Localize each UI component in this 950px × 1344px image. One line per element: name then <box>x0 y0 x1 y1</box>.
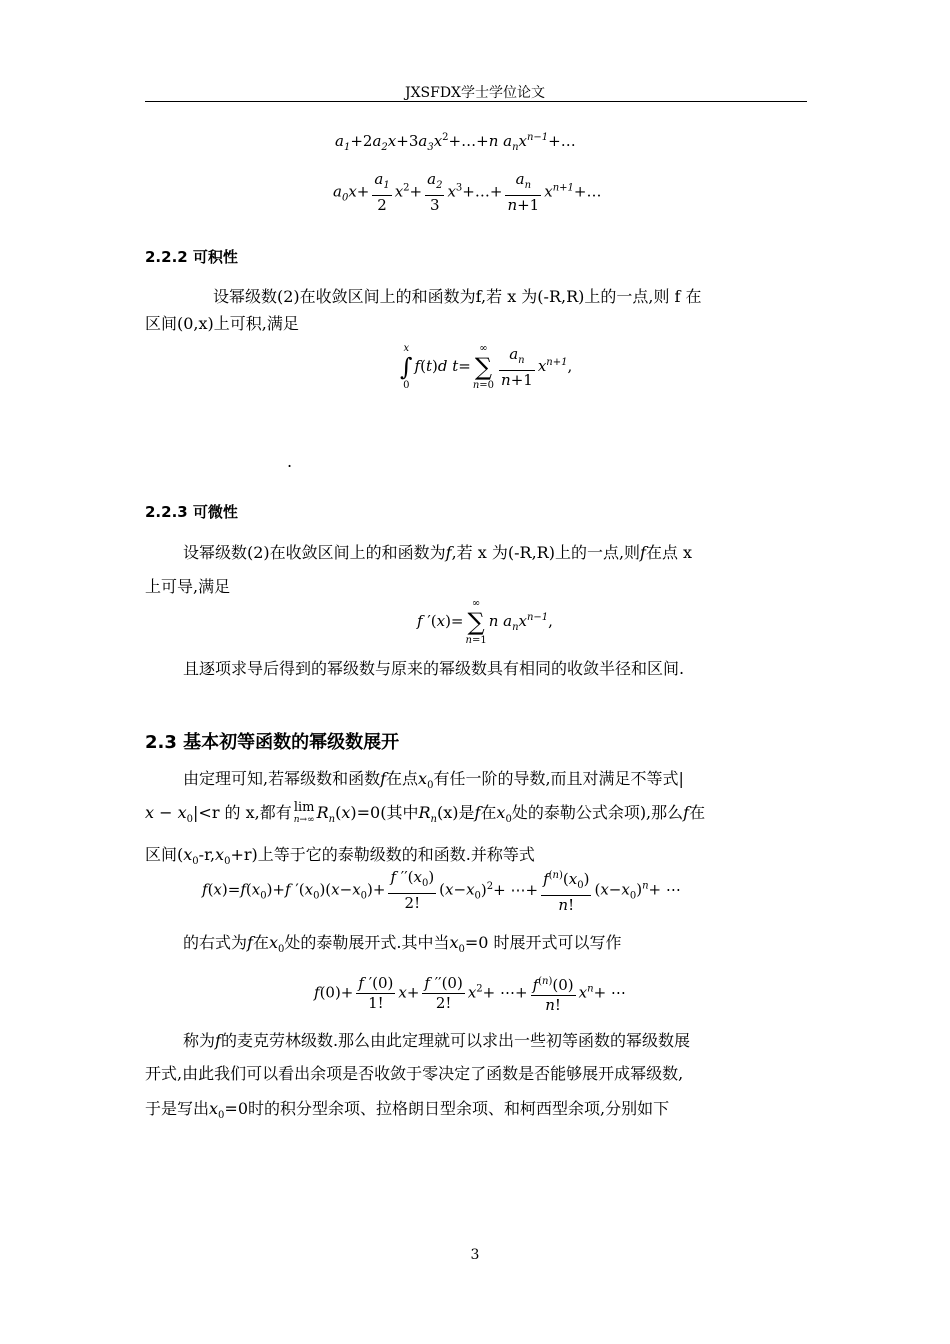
formula-taylor-series: $f(x)=f(x_0)+f$ $'(x_0)(x-x_0)+$ $\frac{f ''(x_0)}{2!}$ $(x-x_0)^2+$ ⋯+ $\frac{f^{(n)}(x_0)}{n!}$ $(x-x_0)^n+$ ⋯ <box>202 868 681 914</box>
formula-maclaurin-series: f(0)+ $\frac{f '(0)}{1!}$ x+ $\frac{f ''(0)}{2!}$ $x^2+$ ⋯+ $\frac{f^{(n)}(0)}{n!}$ $x^n+$ ⋯ <box>314 974 626 1014</box>
formula-term-differentiation: f ′(x)= ∞ ∑ n=1 n $a_nx^{n-1}$, <box>417 598 553 646</box>
paragraph-line: 称为f的麦克劳林级数.那么由此定理就可以求出一些初等函数的幂级数展 <box>183 1031 691 1050</box>
formula-derivative-series: $a_1+2a_2x+3a_3x^2+\dots+n$ $a_nx^{n-1}+\dots$ <box>335 132 576 153</box>
formula-integral-series: $a_0x+$ $\frac{a_1}{2}$ $x^2+$ $\frac{a_2}{3}$ $x^3+\dots+$ $\frac{a_n}{n+1}$ $x^{n+1}+\dots$ <box>333 170 602 214</box>
paragraph-line: 区间$(x_0-r,x_0+r)$上等于它的泰勒级数的和函数.并称等式 <box>145 845 535 868</box>
paragraph-line: 上可导,满足 <box>145 577 231 596</box>
paragraph-line: 设幂级数(2)在收敛区间上的和函数为f,若 x 为(-R,R)上的一点,则f在点 x <box>183 543 693 562</box>
formula-term-integration: x ∫ 0 f(t)d t= ∞ ∑ n=0 $\frac{a_n}{n+1}$ $x^{n+1}$, <box>400 343 573 391</box>
paragraph-line: 于是写出$x_0=0$时的积分型余项、拉格朗日型余项、和柯西型余项,分别如下 <box>145 1099 670 1122</box>
paragraph-line: 设幂级数(2)在收敛区间上的和函数为f,若 x 为(-R,R)上的一点,则 f 在 <box>213 287 702 306</box>
paragraph-line: 由定理可知,若幂级数和函数f在点$x_0$有任一阶的导数,而且对满足不等式| <box>183 769 684 792</box>
page-header: JXSFDX学士学位论文 <box>404 85 546 101</box>
paragraph-line: 区间(0,x)上可积,满足 <box>145 314 299 333</box>
header-rule <box>145 101 807 102</box>
paragraph-line: 开式,由此我们可以看出余项是否收敛于零决定了函数是否能够展开成幂级数, <box>145 1064 684 1083</box>
section-heading-2-2-2: 2.2.2 可积性 <box>145 248 238 266</box>
stray-dot: . <box>287 452 293 471</box>
section-heading-2-2-3: 2.2.3 可微性 <box>145 503 238 521</box>
paragraph-line: 且逐项求导后得到的幂级数与原来的幂级数具有相同的收敛半径和区间. <box>183 659 685 678</box>
page-number: 3 <box>470 1247 480 1263</box>
paragraph-line: $x - x_0|<r$ 的 x,都有 lim n→∞ $R_n(x)=0$(其中$R_n(x)$是f在$x_0$处的泰勒公式余项),那么f在 <box>145 800 706 826</box>
section-heading-2-3: 2.3 基本初等函数的幂级数展开 <box>145 732 400 753</box>
paragraph-line: 的右式为f在$x_0$处的泰勒展开式.其中当$x_0=0$ 时展开式可以写作 <box>183 933 622 956</box>
